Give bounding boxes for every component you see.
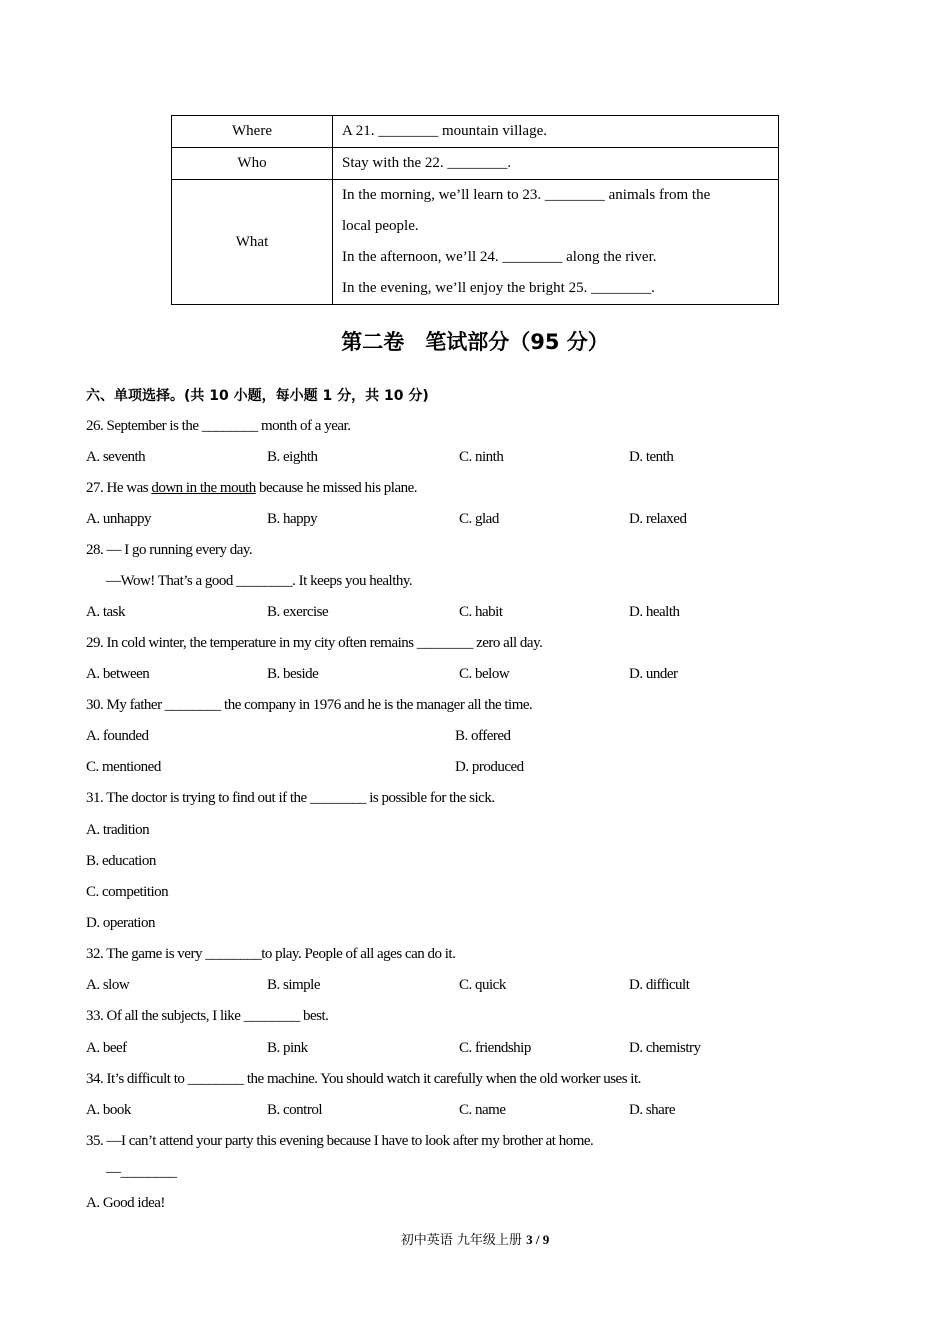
table-row-where [172,116,779,148]
what-line: In the morning, we’ll learn to 23. ________ animals from the [342,187,711,203]
option-b: B. happy [267,511,318,527]
option-a: A. tradition [86,822,150,838]
stem-after: because he missed his plane. [255,480,418,496]
table-row-what [172,180,779,305]
what-line: In the afternoon, we’ll 24. ________ along the river. [342,249,657,265]
option-c: C. glad [459,511,499,527]
question-stem: 35. —I can’t attend your party this evening because I have to look after my brother at home. [86,1133,594,1149]
question-stem-line2: —________ [106,1164,177,1180]
page-footer [0,1229,950,1248]
option-d: D. tenth [629,449,674,465]
where-label: Where [172,116,333,148]
question-stem: 32. The game is very ________to play. People of all ages can do it. [86,946,456,962]
option-d: D. produced [455,759,524,775]
what-line: local people. [342,218,419,234]
option-c: C. mentioned [86,759,161,775]
option-a: A. slow [86,977,130,993]
option-d: D. relaxed [629,511,687,527]
stem-before: 27. He was [86,480,152,496]
what-line: In the evening, we’ll enjoy the bright 25. ________. [342,280,655,296]
question-stem: 33. Of all the subjects, I like ________ best. [86,1008,329,1024]
option-c: C. below [459,666,510,682]
option-a: A. unhappy [86,511,151,527]
option-b: B. simple [267,977,321,993]
option-b: B. pink [267,1040,308,1056]
what-label: What [172,180,333,305]
option-c: C. habit [459,604,503,620]
stem-underlined-phrase: down in the mouth [151,480,256,496]
option-a: A. task [86,604,125,620]
option-c: C. friendship [459,1040,531,1056]
option-b: B. education [86,853,156,869]
option-d: D. operation [86,915,155,931]
question-stem: 34. It’s difficult to ________ the machine. You should watch it carefully when the old worker uses it. [86,1071,641,1087]
question-stem: 29. In cold winter, the temperature in my city often remains ________ zero all day. [86,635,543,651]
question-stem: 26. September is the ________ month of a year. [86,418,351,434]
option-c: C. quick [459,977,506,993]
who-label: Who [172,148,333,180]
option-b: B. exercise [267,604,329,620]
option-d: D. under [629,666,678,682]
page-number: 3 / 9 [526,1232,550,1247]
part-heading: 六、单项选择。(共 10 小题，每小题 1 分，共 10 分) [86,388,429,404]
option-a: A. book [86,1102,131,1118]
question-stem: 31. The doctor is trying to find out if the ________ is possible for the sick. [86,790,495,806]
table-row-who [172,148,779,180]
option-b: B. control [267,1102,322,1118]
option-d: D. health [629,604,680,620]
option-d: D. chemistry [629,1040,701,1056]
option-a: A. beef [86,1040,127,1056]
where-text: A 21. ________ mountain village. [333,116,779,148]
option-b: B. eighth [267,449,318,465]
footer-text: 初中英语 九年级上册 [400,1233,522,1248]
activity-table [171,115,779,305]
what-cell [333,180,779,305]
question-stem-line2: —Wow! That’s a good ________. It keeps you healthy. [106,573,413,589]
option-c: C. competition [86,884,169,900]
option-b: B. beside [267,666,319,682]
who-text: Stay with the 22. ________. [333,148,779,180]
option-a: A. seventh [86,449,146,465]
option-a: A. Good idea! [86,1195,165,1211]
option-a: A. between [86,666,150,682]
section-title: 第二卷 笔试部分（95 分） [341,330,609,354]
question-stem: 30. My father ________ the company in 1976 and he is the manager all the time. [86,697,533,713]
option-c: C. ninth [459,449,504,465]
option-a: A. founded [86,728,149,744]
question-stem: 28. — I go running every day. [86,542,253,558]
option-b: B. offered [455,728,511,744]
option-c: C. name [459,1102,506,1118]
option-d: D. share [629,1102,675,1118]
question-stem [86,480,417,497]
option-d: D. difficult [629,977,690,993]
